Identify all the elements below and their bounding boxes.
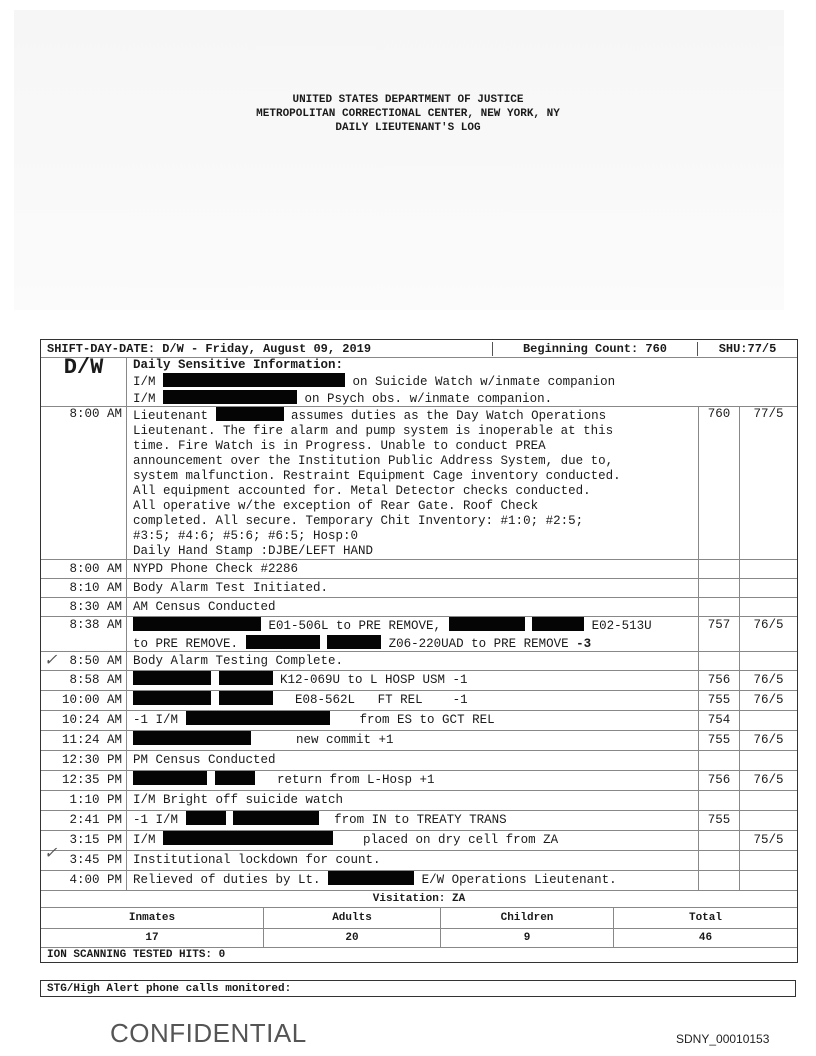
- entry-shu: 76/5: [753, 693, 784, 707]
- text: E02-513U: [591, 619, 652, 633]
- redaction: [133, 731, 251, 745]
- redaction: [233, 811, 319, 825]
- text: Lieutenant: [133, 409, 209, 423]
- entry-time: 8:58 AM: [41, 671, 127, 690]
- header-line-2: METROPOLITAN CORRECTIONAL CENTER, NEW YORK, NY: [256, 108, 560, 120]
- redaction: [327, 635, 381, 649]
- visitation-header-adults: Adults: [264, 908, 441, 928]
- entry-time: 1:10 PM: [41, 791, 127, 810]
- text: time. Fire Watch is in Progress. Unable to conduct PREA: [133, 439, 546, 453]
- entry-shu: [740, 851, 797, 870]
- visitation-children: 9: [441, 929, 614, 947]
- entry-shu: [740, 652, 797, 670]
- entry-count: 760: [699, 407, 740, 559]
- entry-count: [699, 831, 740, 850]
- log-row: [41, 651, 797, 670]
- entry-text: [127, 771, 699, 790]
- redaction: [163, 373, 345, 387]
- entry-time: 8:00 AM: [41, 407, 127, 559]
- entry-shu: [740, 560, 797, 578]
- lieutenant-log-table: [40, 339, 798, 963]
- stg-phone-calls: STG/High Alert phone calls monitored:: [40, 980, 796, 997]
- entry-shu: [740, 711, 797, 730]
- visitation-title: Visitation: ZA: [41, 890, 797, 907]
- text: I/M: [133, 375, 156, 389]
- redaction: [133, 617, 261, 631]
- header-line-3: DAILY LIEUTENANT'S LOG: [335, 122, 481, 134]
- shift-header-row: [41, 340, 797, 357]
- entry-time: 11:24 AM: [41, 731, 127, 750]
- redaction: [133, 671, 211, 685]
- log-row: [41, 559, 797, 578]
- log-row-800-main: [41, 406, 797, 559]
- entry-shu: 76/5: [753, 673, 784, 687]
- entry-time: 8:38 AM: [41, 617, 127, 651]
- entry-time: 3:45 PM: [41, 851, 127, 870]
- entry-shu: [740, 811, 797, 830]
- entry-shu: [740, 751, 797, 770]
- redaction: [186, 711, 330, 725]
- log-row: [41, 730, 797, 750]
- text: completed. All secure. Temporary Chit Inventory: #1:0; #2:5;: [133, 514, 584, 528]
- entry-shu: 76/5: [753, 773, 784, 787]
- entry-text: [127, 831, 699, 850]
- log-row: [41, 710, 797, 730]
- entry-text: Body Alarm Testing Complete.: [127, 652, 699, 670]
- entry-count: [699, 560, 740, 578]
- sensitive-info-row: [41, 357, 797, 406]
- text: -3: [576, 637, 592, 651]
- log-row: [41, 810, 797, 830]
- log-row: [41, 830, 797, 850]
- entry-shu: 76/5: [753, 618, 784, 632]
- entry-count: [699, 598, 740, 616]
- redaction: [216, 407, 284, 421]
- text: Lieutenant. The fire alarm and pump system is inoperable at this: [133, 424, 614, 438]
- log-row: [41, 670, 797, 690]
- visitation-adults: 20: [264, 929, 441, 947]
- redaction: [449, 617, 525, 631]
- text: announcement over the Institution Public Address System, due to,: [133, 454, 614, 468]
- text: placed on dry cell from ZA: [363, 833, 559, 847]
- text: All equipment accounted for. Metal Detector checks conducted.: [133, 484, 591, 498]
- redaction: [532, 617, 584, 631]
- entry-text: Institutional lockdown for count.: [127, 851, 699, 870]
- entry-count: [699, 579, 740, 597]
- text: FT REL: [377, 693, 423, 707]
- text: Relieved of duties by Lt.: [133, 873, 321, 887]
- handwritten-check-mark: ✓: [44, 845, 58, 863]
- shift-day-date: SHIFT-DAY-DATE: D/W - Friday, August 09, 2019: [41, 342, 493, 356]
- redaction: [163, 390, 297, 404]
- log-row: [41, 750, 797, 770]
- text: on Psych obs. w/inmate companion.: [304, 392, 553, 406]
- text: E01-506L to PRE REMOVE,: [268, 619, 442, 633]
- text: I/M: [133, 392, 156, 406]
- bates-number: SDNY_00010153: [676, 1032, 770, 1046]
- entry-time: 8:50 AM: [41, 652, 127, 670]
- entry-count: 757: [699, 617, 740, 651]
- entry-time: 8:10 AM: [41, 579, 127, 597]
- entry-text: [127, 811, 699, 830]
- log-row: [41, 616, 797, 651]
- text: from ES to GCT REL: [359, 713, 495, 727]
- log-row: [41, 770, 797, 790]
- entry-time: 3:15 PM: [41, 831, 127, 850]
- entry-time: 12:35 PM: [41, 771, 127, 790]
- log-row: [41, 578, 797, 597]
- text: -1 I/M: [133, 713, 179, 727]
- entry-count: [699, 652, 740, 670]
- visitation-values: [41, 928, 797, 947]
- text: to PRE REMOVE.: [133, 637, 239, 651]
- entry-text: [127, 617, 699, 651]
- text: from IN to TREATY TRANS: [334, 813, 507, 827]
- log-row: [41, 790, 797, 810]
- document-header: [0, 93, 816, 135]
- entry-count: 755: [699, 811, 740, 830]
- entry-shu: [740, 598, 797, 616]
- entry-text: [127, 711, 699, 730]
- visitation-header-total: Total: [688, 912, 722, 924]
- redaction: [133, 691, 211, 705]
- shu-count: SHU:77/5: [718, 341, 777, 356]
- redaction: [219, 671, 273, 685]
- ion-scanning: ION SCANNING TESTED HITS: 0: [41, 947, 797, 962]
- entry-count: [699, 871, 740, 890]
- redaction: [163, 831, 333, 845]
- redaction: [215, 771, 255, 785]
- header-line-1: UNITED STATES DEPARTMENT OF JUSTICE: [292, 94, 524, 106]
- text: -1: [452, 693, 468, 707]
- text: -1 I/M: [133, 813, 179, 827]
- text: #3:5; #4:6; #5:6; #6:5; Hosp:0: [133, 529, 359, 543]
- entry-time: 8:30 AM: [41, 598, 127, 616]
- text: Z06-220UAD to PRE REMOVE: [388, 637, 569, 651]
- entry-shu: [740, 579, 797, 597]
- redaction: [133, 771, 207, 785]
- entry-shu: 76/5: [753, 733, 784, 747]
- visitation-total: 46: [698, 932, 713, 944]
- entry-shu: 77/5: [753, 407, 784, 421]
- text: All operative w/the exception of Rear Gate. Roof Check: [133, 499, 539, 513]
- dw-label: D/W: [41, 358, 127, 406]
- text: E/W Operations Lieutenant.: [421, 873, 617, 887]
- sensitive-info: [127, 358, 797, 406]
- entry-text: AM Census Conducted: [127, 598, 699, 616]
- visitation-header-children: Children: [441, 908, 614, 928]
- beginning-count: Beginning Count: 760: [493, 342, 698, 356]
- redaction: [186, 811, 226, 825]
- log-row: [41, 690, 797, 710]
- entry-count: 755: [699, 731, 740, 750]
- entry-text: Body Alarm Test Initiated.: [127, 579, 699, 597]
- redaction: [246, 635, 320, 649]
- entry-count: 754: [699, 711, 740, 730]
- entry-text: [127, 871, 699, 890]
- entry-text: [127, 731, 699, 750]
- log-row: [41, 870, 797, 890]
- entry-text: NYPD Phone Check #2286: [127, 560, 699, 578]
- entry-time: 10:00 AM: [41, 691, 127, 710]
- entry-shu: [740, 791, 797, 810]
- entry-shu: 75/5: [753, 833, 784, 847]
- redaction: [219, 691, 273, 705]
- entry-count: 756: [699, 771, 740, 790]
- visitation-headers: [41, 907, 797, 928]
- entry-text: [127, 671, 699, 690]
- entry-time: 2:41 PM: [41, 811, 127, 830]
- entry-shu: [740, 871, 797, 890]
- log-row: [41, 850, 797, 870]
- confidential-stamp: CONFIDENTIAL: [110, 1018, 307, 1048]
- entry-count: 755: [699, 691, 740, 710]
- entry-count: [699, 791, 740, 810]
- text: return from L-Hosp +1: [277, 773, 435, 787]
- entry-time: 12:30 PM: [41, 751, 127, 770]
- entry-count: 756: [699, 671, 740, 690]
- handwritten-check-mark: ✓: [44, 652, 58, 670]
- text: assumes duties as the Day Watch Operations: [291, 409, 607, 423]
- entry-count: [699, 851, 740, 870]
- redaction: [328, 871, 414, 885]
- entry-text: [127, 407, 699, 559]
- entry-text: PM Census Conducted: [127, 751, 699, 770]
- text: system malfunction. Restraint Equipment Cage inventory conducted.: [133, 469, 621, 483]
- entry-time: 8:00 AM: [41, 560, 127, 578]
- text: Daily Hand Stamp :DJBE/LEFT HAND: [133, 544, 374, 558]
- text: I/M: [133, 833, 156, 847]
- entry-text: [127, 691, 699, 710]
- visitation-header-inmates: Inmates: [41, 908, 264, 928]
- entry-time: 4:00 PM: [41, 871, 127, 890]
- text: new commit +1: [296, 733, 394, 747]
- log-row: [41, 597, 797, 616]
- text: E08-562L: [295, 693, 356, 707]
- sensitive-title: Daily Sensitive Information:: [133, 358, 344, 372]
- entry-time: 10:24 AM: [41, 711, 127, 730]
- text: K12-069U to L HOSP USM -1: [280, 673, 468, 687]
- text: on Suicide Watch w/inmate companion: [352, 375, 616, 389]
- visitation-inmates: 17: [41, 929, 264, 947]
- entry-count: [699, 751, 740, 770]
- scan-background: [14, 10, 784, 310]
- entry-text: I/M Bright off suicide watch: [127, 791, 699, 810]
